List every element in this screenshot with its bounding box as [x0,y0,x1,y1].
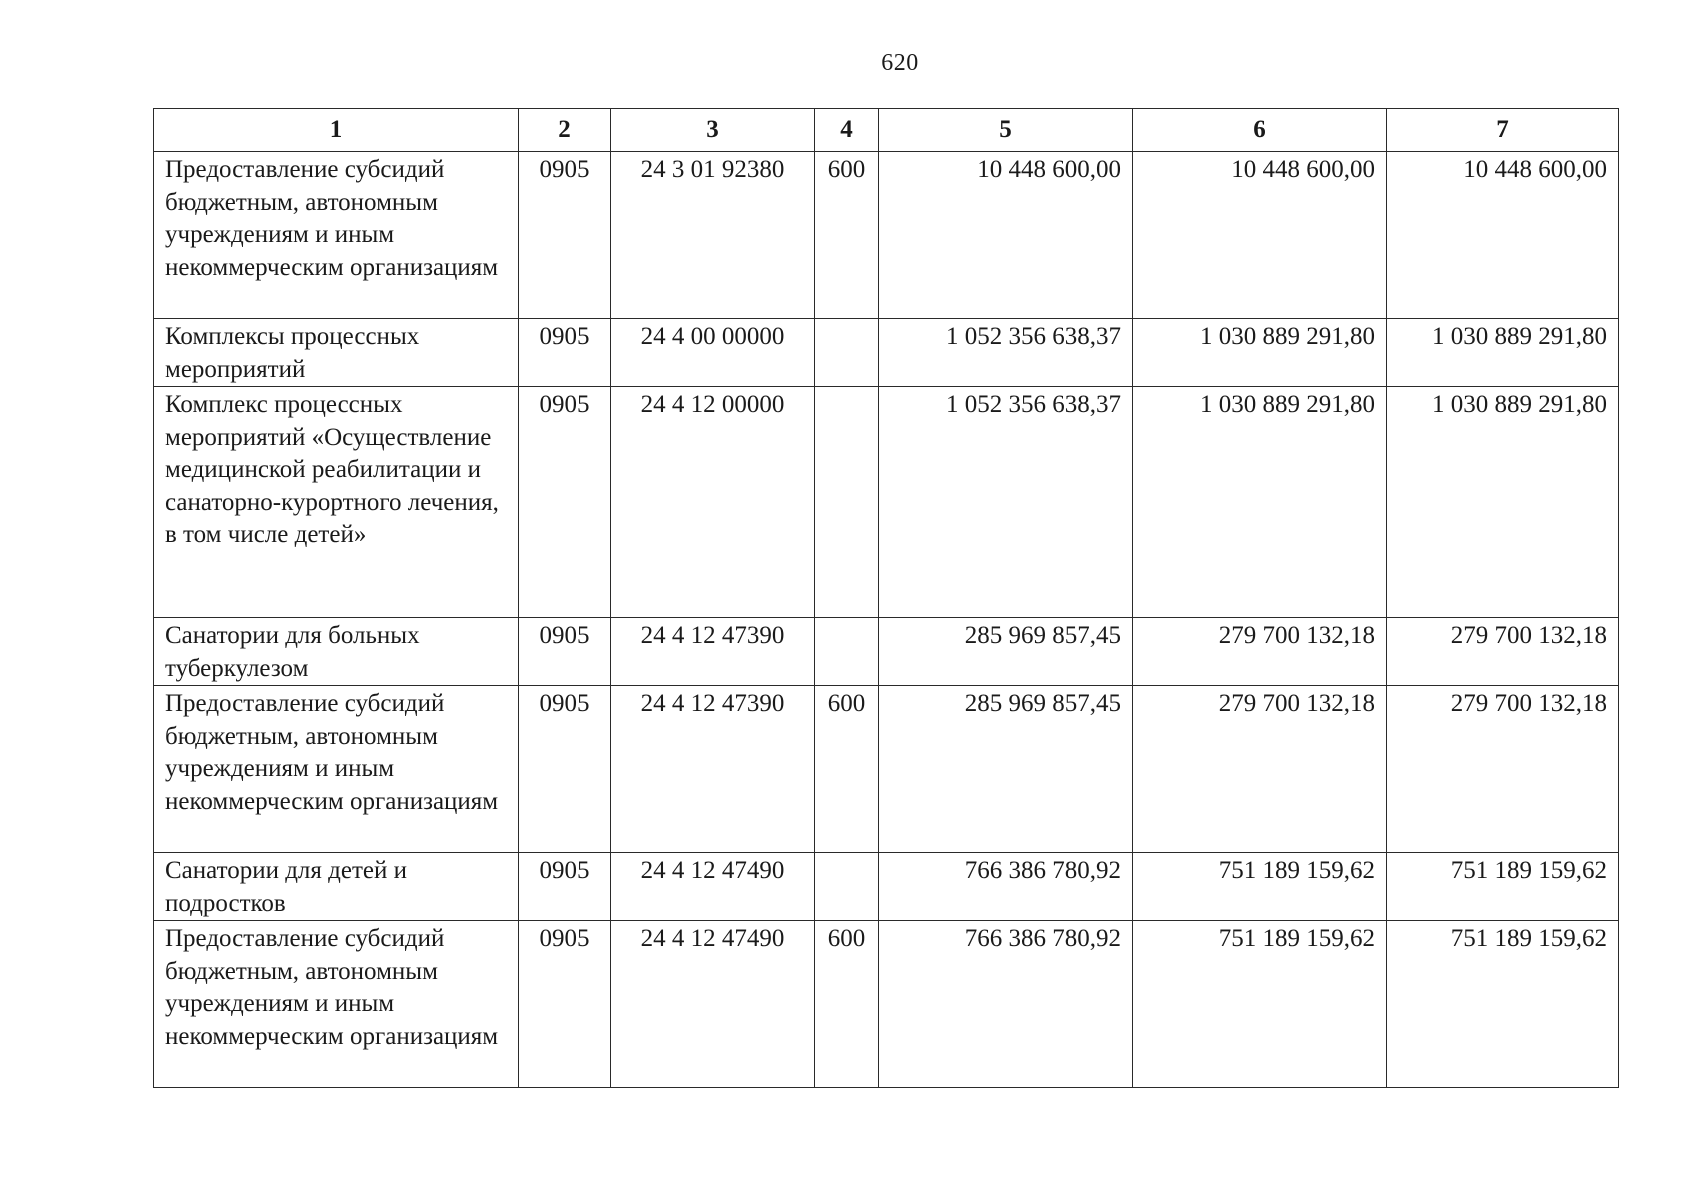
row-section-code: 0905 [519,686,611,853]
table-row [154,319,1619,387]
row-name: Предоставление субсидий бюджетным, автономным учреждениям и иным некоммерческим организациям [154,152,519,319]
row-amount-1: 285 969 857,45 [879,686,1133,853]
table-row [154,152,1619,319]
table-body [154,152,1619,1088]
row-amount-2: 279 700 132,18 [1133,618,1387,686]
header-col-6: 6 [1133,109,1387,152]
header-col-5: 5 [879,109,1133,152]
row-amount-1: 285 969 857,45 [879,618,1133,686]
table-row [154,686,1619,853]
row-target-code: 24 3 01 92380 [611,152,815,319]
table-row [154,618,1619,686]
row-expense-type: 600 [815,921,879,1088]
row-amount-3: 1 030 889 291,80 [1387,387,1619,618]
header-col-3: 3 [611,109,815,152]
header-row [154,109,1619,152]
row-target-code: 24 4 00 00000 [611,319,815,387]
row-amount-2: 751 189 159,62 [1133,853,1387,921]
row-name: Предоставление субсидий бюджетным, автономным учреждениям и иным некоммерческим организациям [154,921,519,1088]
header-col-7: 7 [1387,109,1619,152]
budget-table [153,108,1619,1088]
row-amount-3: 279 700 132,18 [1387,686,1619,853]
row-target-code: 24 4 12 47490 [611,921,815,1088]
row-section-code: 0905 [519,152,611,319]
row-amount-1: 766 386 780,92 [879,921,1133,1088]
row-amount-2: 1 030 889 291,80 [1133,319,1387,387]
table-header [154,109,1619,152]
table-row [154,921,1619,1088]
row-amount-1: 10 448 600,00 [879,152,1133,319]
row-amount-1: 1 052 356 638,37 [879,387,1133,618]
row-target-code: 24 4 12 47490 [611,853,815,921]
header-col-4: 4 [815,109,879,152]
row-expense-type [815,319,879,387]
table-row [154,387,1619,618]
row-amount-3: 751 189 159,62 [1387,921,1619,1088]
row-amount-3: 10 448 600,00 [1387,152,1619,319]
row-name: Комплексы процессных мероприятий [154,319,519,387]
row-section-code: 0905 [519,319,611,387]
header-col-2: 2 [519,109,611,152]
row-expense-type [815,387,879,618]
table-row [154,853,1619,921]
row-target-code: 24 4 12 00000 [611,387,815,618]
row-amount-2: 10 448 600,00 [1133,152,1387,319]
row-expense-type [815,853,879,921]
row-name: Предоставление субсидий бюджетным, автономным учреждениям и иным некоммерческим организациям [154,686,519,853]
row-expense-type [815,618,879,686]
row-expense-type: 600 [815,686,879,853]
row-amount-3: 1 030 889 291,80 [1387,319,1619,387]
row-target-code: 24 4 12 47390 [611,686,815,853]
row-section-code: 0905 [519,387,611,618]
row-amount-3: 751 189 159,62 [1387,853,1619,921]
row-name: Санатории для детей и подростков [154,853,519,921]
row-section-code: 0905 [519,853,611,921]
row-amount-2: 279 700 132,18 [1133,686,1387,853]
row-name: Санатории для больных туберкулезом [154,618,519,686]
page-number: 620 [881,50,919,76]
row-section-code: 0905 [519,921,611,1088]
row-amount-3: 279 700 132,18 [1387,618,1619,686]
row-amount-1: 1 052 356 638,37 [879,319,1133,387]
row-amount-2: 1 030 889 291,80 [1133,387,1387,618]
row-target-code: 24 4 12 47390 [611,618,815,686]
row-expense-type: 600 [815,152,879,319]
row-amount-2: 751 189 159,62 [1133,921,1387,1088]
header-col-1: 1 [154,109,519,152]
budget-table-container [153,108,1618,1088]
row-section-code: 0905 [519,618,611,686]
row-name: Комплекс процессных мероприятий «Осуществление медицинской реабилитации и санаторно-курортного лечения, в том числе детей» [154,387,519,618]
row-amount-1: 766 386 780,92 [879,853,1133,921]
